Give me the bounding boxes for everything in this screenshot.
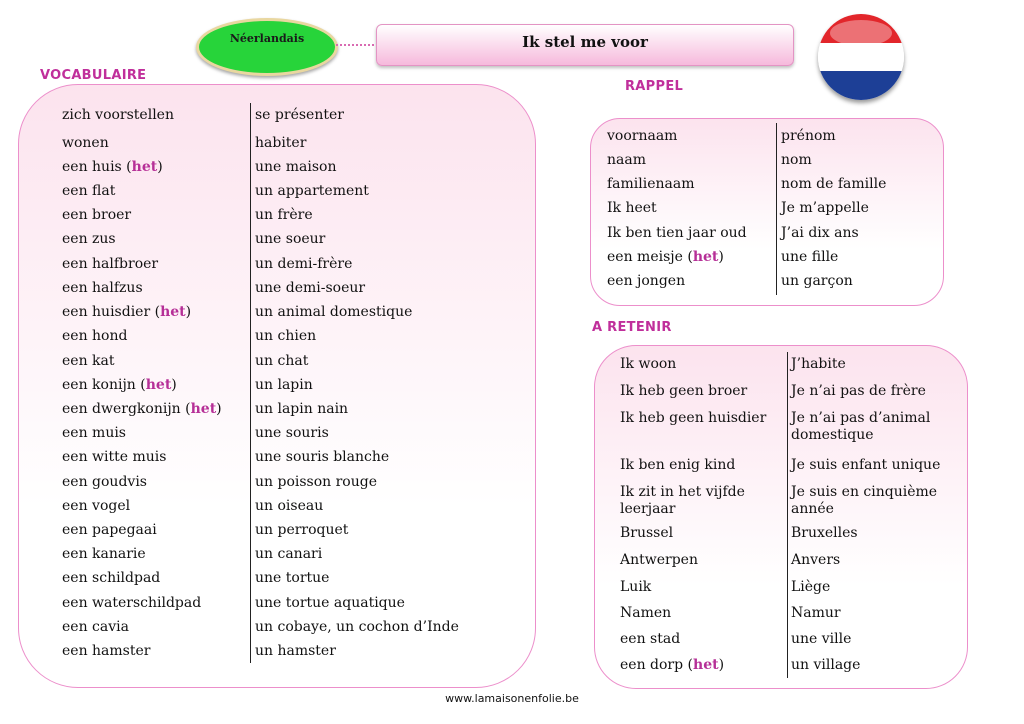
retenir-dutch-cell xyxy=(620,457,785,474)
rappel-dutch-cell xyxy=(607,128,777,145)
rappel-dutch-word: voornaam xyxy=(607,128,678,144)
vocabulaire-column-divider xyxy=(250,103,251,663)
retenir-dutch-cell xyxy=(620,552,785,569)
vocabulaire-dutch-word: een huis xyxy=(62,159,122,175)
retenir-dutch-word: Ik ben enig kind xyxy=(620,457,736,473)
vocabulaire-dutch-cell xyxy=(62,183,248,200)
rappel-dutch-cell xyxy=(607,225,777,242)
retenir-dutch-word: Ik heb geen broer xyxy=(620,383,748,399)
title-bar xyxy=(376,24,794,66)
vocabulaire-dutch-word: een waterschildpad xyxy=(62,595,202,611)
vocabulaire-het-article: het xyxy=(160,304,186,320)
rappel-dutch-word: Ik heet xyxy=(607,200,657,216)
vocabulaire-dutch-cell xyxy=(62,498,248,515)
vocabulaire-paren-open: ( xyxy=(135,377,146,393)
rappel-dutch-word: Ik ben tien jaar oud xyxy=(607,225,747,241)
vocabulaire-heading: VOCABULAIRE xyxy=(40,68,147,83)
rappel-dutch-word: een meisje xyxy=(607,249,683,265)
vocabulaire-dutch-cell xyxy=(62,546,248,563)
vocabulaire-dutch-cell xyxy=(62,619,248,636)
retenir-dutch-word: een stad xyxy=(620,631,681,647)
retenir-french-cell: Je suis enfant unique xyxy=(791,457,941,473)
vocabulaire-dutch-word: een konijn xyxy=(62,377,136,393)
vocabulaire-paren-open: ( xyxy=(180,401,191,417)
vocabulaire-het-article: het xyxy=(145,377,172,393)
vocabulaire-dutch-cell xyxy=(62,107,248,124)
vocabulaire-dutch-cell xyxy=(62,304,248,321)
retenir-dutch-word: Antwerpen xyxy=(620,552,698,568)
vocabulaire-french-cell: une souris blanche xyxy=(255,449,390,465)
vocabulaire-french-cell: une tortue aquatique xyxy=(255,595,405,611)
retenir-french-cell: Je suis en cinquième année xyxy=(791,484,938,517)
retenir-paren-open: ( xyxy=(683,657,694,673)
rappel-dutch-word: een jongen xyxy=(607,273,686,289)
vocabulaire-french-cell: habiter xyxy=(255,135,307,151)
vocabulaire-dutch-word: een goudvis xyxy=(62,474,147,490)
language-badge-label: Néerlandais xyxy=(229,32,305,45)
retenir-french-cell: un village xyxy=(791,657,861,673)
retenir-dutch-word: Namen xyxy=(620,605,672,621)
vocabulaire-dutch-word: een halfbroer xyxy=(62,256,159,272)
language-badge xyxy=(196,18,338,76)
retenir-dutch-cell xyxy=(620,484,785,518)
vocabulaire-french-cell: un canari xyxy=(255,546,323,562)
connector-dots xyxy=(336,44,374,46)
retenir-dutch-cell xyxy=(620,631,785,648)
retenir-dutch-cell xyxy=(620,383,785,400)
vocabulaire-french-cell: un chien xyxy=(255,328,317,344)
retenir-french-cell: Liège xyxy=(791,579,831,595)
vocabulaire-dutch-word: een cavia xyxy=(62,619,129,635)
vocabulaire-dutch-word: een witte muis xyxy=(62,449,167,465)
vocabulaire-dutch-word: zich voorstellen xyxy=(62,107,174,123)
rappel-dutch-word: naam xyxy=(607,152,646,168)
retenir-dutch-cell xyxy=(620,356,785,373)
rappel-dutch-word: familienaam xyxy=(607,176,695,192)
vocabulaire-dutch-word: een hamster xyxy=(62,643,151,659)
rappel-dutch-cell xyxy=(607,200,777,217)
vocabulaire-french-cell: une maison xyxy=(255,159,337,175)
retenir-box xyxy=(594,345,968,689)
rappel-french-cell: une fille xyxy=(781,249,839,265)
retenir-dutch-word: een dorp xyxy=(620,657,684,673)
vocabulaire-paren-close: ) xyxy=(216,401,222,417)
rappel-french-cell: Je m’appelle xyxy=(781,200,869,216)
vocabulaire-dutch-cell xyxy=(62,595,248,612)
rappel-dutch-cell xyxy=(607,249,777,266)
retenir-dutch-cell xyxy=(620,525,785,542)
vocabulaire-dutch-cell xyxy=(62,425,248,442)
retenir-column-divider xyxy=(787,352,788,678)
vocabulaire-dutch-word: een dwergkonijn xyxy=(62,401,181,417)
vocabulaire-french-cell: un animal domestique xyxy=(255,304,413,320)
retenir-dutch-word: Ik woon xyxy=(620,356,677,372)
vocabulaire-dutch-cell xyxy=(62,449,248,466)
rappel-heading: RAPPEL xyxy=(625,79,684,94)
vocabulaire-dutch-cell xyxy=(62,280,248,297)
vocabulaire-dutch-word: een flat xyxy=(62,183,116,199)
retenir-french-cell: Bruxelles xyxy=(791,525,858,541)
vocabulaire-dutch-word: een schildpad xyxy=(62,570,161,586)
vocabulaire-dutch-word: een hond xyxy=(62,328,128,344)
rappel-box xyxy=(590,118,944,306)
vocabulaire-dutch-cell xyxy=(62,231,248,248)
retenir-dutch-word: Brussel xyxy=(620,525,674,541)
vocabulaire-dutch-cell xyxy=(62,159,248,176)
retenir-french-cell: Anvers xyxy=(791,552,841,568)
retenir-dutch-word: Luik xyxy=(620,579,652,595)
page-title: Ik stel me voor xyxy=(522,33,648,51)
vocabulaire-dutch-cell xyxy=(62,353,248,370)
retenir-french-cell: une ville xyxy=(791,631,852,647)
vocabulaire-dutch-word: wonen xyxy=(62,135,109,151)
vocabulaire-het-article: het xyxy=(190,401,217,417)
vocabulaire-french-cell: un cobaye, un cochon d’Inde xyxy=(255,619,459,635)
footer-url: www.lamaisonenfolie.be xyxy=(445,692,579,705)
vocabulaire-french-cell: un frère xyxy=(255,207,313,223)
vocabulaire-dutch-cell xyxy=(62,377,248,394)
vocabulaire-dutch-word: een papegaai xyxy=(62,522,157,538)
vocabulaire-dutch-word: een vogel xyxy=(62,498,131,514)
vocabulaire-dutch-cell xyxy=(62,256,248,273)
retenir-dutch-cell xyxy=(620,579,785,596)
vocabulaire-paren-open: ( xyxy=(121,159,132,175)
vocabulaire-french-cell: une soeur xyxy=(255,231,326,247)
vocabulaire-box xyxy=(18,84,536,688)
rappel-paren-close: ) xyxy=(718,249,724,265)
retenir-french-cell: Namur xyxy=(791,605,841,621)
retenir-dutch-word: Ik zit in het vijfde leerjaar xyxy=(620,484,745,517)
vocabulaire-paren-close: ) xyxy=(185,304,192,320)
vocabulaire-french-cell: se présenter xyxy=(255,107,344,123)
vocabulaire-french-cell: un chat xyxy=(255,353,309,369)
vocabulaire-french-cell: un poisson rouge xyxy=(255,474,378,490)
vocabulaire-dutch-cell xyxy=(62,135,248,152)
rappel-paren-open: ( xyxy=(682,249,693,265)
retenir-dutch-cell xyxy=(620,657,785,674)
vocabulaire-french-cell: un oiseau xyxy=(255,498,324,514)
vocabulaire-french-cell: un perroquet xyxy=(255,522,349,538)
retenir-dutch-cell xyxy=(620,410,785,427)
vocabulaire-dutch-word: een kanarie xyxy=(62,546,146,562)
vocabulaire-paren-close: ) xyxy=(157,159,163,175)
rappel-french-cell: nom xyxy=(781,152,812,168)
vocabulaire-french-cell: un demi-frère xyxy=(255,256,353,272)
rappel-het-article: het xyxy=(692,249,719,265)
vocabulaire-french-cell: une souris xyxy=(255,425,329,441)
rappel-column-divider xyxy=(776,123,777,295)
vocabulaire-dutch-word: een halfzus xyxy=(62,280,143,296)
vocabulaire-paren-open: ( xyxy=(150,304,161,320)
vocabulaire-dutch-cell xyxy=(62,522,248,539)
vocabulaire-french-cell: un appartement xyxy=(255,183,369,199)
vocabulaire-dutch-cell xyxy=(62,207,248,224)
rappel-dutch-cell xyxy=(607,273,777,290)
netherlands-flag-icon xyxy=(818,14,904,100)
vocabulaire-paren-close: ) xyxy=(171,377,177,393)
rappel-dutch-cell xyxy=(607,176,777,193)
vocabulaire-dutch-cell xyxy=(62,328,248,345)
vocabulaire-dutch-cell xyxy=(62,643,248,660)
rappel-french-cell: prénom xyxy=(781,128,836,144)
vocabulaire-french-cell: une tortue xyxy=(255,570,330,586)
vocabulaire-dutch-cell xyxy=(62,570,248,587)
retenir-heading: A RETENIR xyxy=(592,320,672,335)
vocabulaire-dutch-cell xyxy=(62,474,248,491)
vocabulaire-dutch-word: een zus xyxy=(62,231,116,247)
vocabulaire-dutch-word: een kat xyxy=(62,353,115,369)
retenir-dutch-cell xyxy=(620,605,785,622)
vocabulaire-het-article: het xyxy=(131,159,158,175)
rappel-dutch-cell xyxy=(607,152,777,169)
retenir-het-article: het xyxy=(693,657,719,673)
retenir-dutch-word: Ik heb geen huisdier xyxy=(620,410,767,426)
retenir-french-cell: Je n’ai pas de frère xyxy=(791,383,926,399)
retenir-paren-close: ) xyxy=(718,657,725,673)
vocabulaire-french-cell: une demi-soeur xyxy=(255,280,366,296)
retenir-french-cell: Je n’ai pas d’animal domestique xyxy=(791,410,931,443)
rappel-french-cell: un garçon xyxy=(781,273,853,289)
vocabulaire-dutch-word: een huisdier xyxy=(62,304,151,320)
rappel-french-cell: J’ai dix ans xyxy=(781,225,859,241)
vocabulaire-dutch-cell xyxy=(62,401,248,418)
vocabulaire-french-cell: un lapin xyxy=(255,377,313,393)
vocabulaire-dutch-word: een broer xyxy=(62,207,132,223)
rappel-french-cell: nom de famille xyxy=(781,176,887,192)
retenir-french-cell: J’habite xyxy=(791,356,846,372)
vocabulaire-french-cell: un lapin nain xyxy=(255,401,349,417)
vocabulaire-french-cell: un hamster xyxy=(255,643,336,659)
vocabulaire-dutch-word: een muis xyxy=(62,425,126,441)
